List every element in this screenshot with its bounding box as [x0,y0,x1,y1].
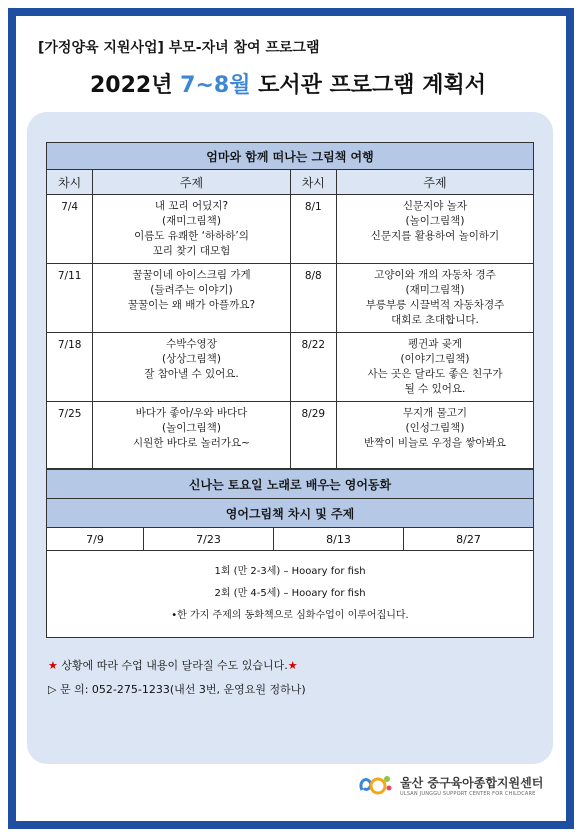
footer-text [400,774,543,797]
contact-info [48,678,306,702]
topic-line: 내 꼬리 어딨지? [154,200,229,212]
topic-line: 무지개 물고기 [402,407,468,419]
topic-line: 꿀꿀이네 아이스크림 가게 [132,269,251,281]
topic-line: 신문지야 놀자 [402,200,468,212]
topic-line: 대회로 초대합니다. [391,314,479,326]
topic-line: 시원한 바다로 놀러가요~ [133,437,250,449]
topic-line: (재미그림책) [405,284,465,296]
topic-line: (들려주는 이야기) [150,284,233,296]
arrow-icon: ▷ [48,683,57,696]
topic-line: 사는 곳은 달라도 좋은 친구가 [367,368,503,380]
document-subtitle: [가정양육 지원사업] 부모-자녀 참여 프로그램 [38,40,320,56]
session-1-info: 1회 (만 2-3세) – Hooary for fish [214,566,366,577]
english-session-date: 8/13 [274,528,404,551]
change-notice-text: 상황에 따라 수업 내용이 달라질 수도 있습니다. [57,659,288,672]
session-topic [93,402,290,469]
topic-line: 꿀꿀이는 왜 배가 아플까요? [127,299,256,311]
english-story-schedule-table [46,469,534,638]
topic-line: (놀이그림책) [162,422,221,434]
english-session-date: 7/23 [144,528,274,551]
change-notice [48,654,306,678]
document-title [90,68,486,99]
session-date: 8/8 [290,264,336,333]
topic-line: (재미그림책) [162,215,221,227]
topic-line: 펭귄과 곶게 [407,338,463,350]
table-row [47,402,534,469]
footer [356,772,543,798]
topic-line: 될 수 있어요. [404,383,466,395]
session-date: 7/4 [47,195,93,264]
col-round-right: 차시 [290,170,336,195]
table1-title: 엄마와 함께 떠나는 그림책 여행 [47,143,534,170]
col-topic-right: 주제 [336,170,533,195]
session-note: •한 가지 주제의 동화책으로 심화수업이 이루어집니다. [171,610,409,621]
topic-line: 바다가 좋아/우와 바다다 [135,407,248,419]
org-name-english: ULSAN JUNGGU SUPPORT CENTER FOR CHILDCARE [400,790,536,797]
topic-line: 수박수영장 [166,338,217,350]
session-2-info: 2회 (만 4-5세) – Hooary for fish [214,588,366,599]
topic-line: 이름도 유쾌한 ‘하하하’의 [134,230,249,242]
title-rest: 도서관 프로그램 계획서 [250,73,486,98]
table-row [47,333,534,402]
table2-title: 신나는 토요일 노래로 배우는 영어동화 [47,470,534,499]
topic-line: 꼬리 찾기 대모험 [152,245,231,257]
session-topic [336,264,533,333]
session-topic [336,333,533,402]
topic-line: 신문지를 활용하여 놀이하기 [370,230,500,242]
col-round-left: 차시 [47,170,93,195]
table2-subtitle: 영어그림책 차시 및 주제 [47,499,534,528]
topic-line: 잘 참아낼 수 있어요. [144,368,239,380]
session-topic [336,195,533,264]
session-date: 7/11 [47,264,93,333]
table-row [47,264,534,333]
notes [48,654,306,702]
english-session-details [47,551,534,638]
topic-line: 고양이와 개의 자동차 경주 [374,269,496,281]
topic-line: (인성그림책) [405,422,465,434]
topic-line: (이야기그림책) [400,353,470,365]
topic-line: 부릉부릉 시끌벅적 자동차경주 [365,299,505,311]
star-icon: ★ [48,659,58,672]
session-date: 7/25 [47,402,93,469]
star-icon: ★ [287,659,298,672]
topic-line: (상상그림책) [162,353,221,365]
center-logo-icon [356,772,394,798]
session-date: 8/29 [290,402,336,469]
picture-book-schedule-table [46,142,534,469]
session-topic [93,333,290,402]
session-topic [93,195,290,264]
org-name-korean: 울산 중구육아종합지원센터 [400,775,544,790]
table-row [47,195,534,264]
english-session-date: 7/9 [47,528,144,551]
title-months: 7~8월 [180,73,251,98]
col-topic-left: 주제 [93,170,290,195]
session-date: 8/22 [290,333,336,402]
session-date: 7/18 [47,333,93,402]
title-year: 2022년 [90,73,181,98]
session-topic [336,402,533,469]
session-date: 8/1 [290,195,336,264]
session-topic [93,264,290,333]
topic-line: (놀이그림책) [405,215,465,227]
english-session-date: 8/27 [403,528,533,551]
topic-line: 반짝이 비늘로 우정을 쌓아봐요 [364,437,506,449]
contact-text: 문 의: 052-275-1233(내선 3번, 운영요원 정하나) [56,683,306,696]
